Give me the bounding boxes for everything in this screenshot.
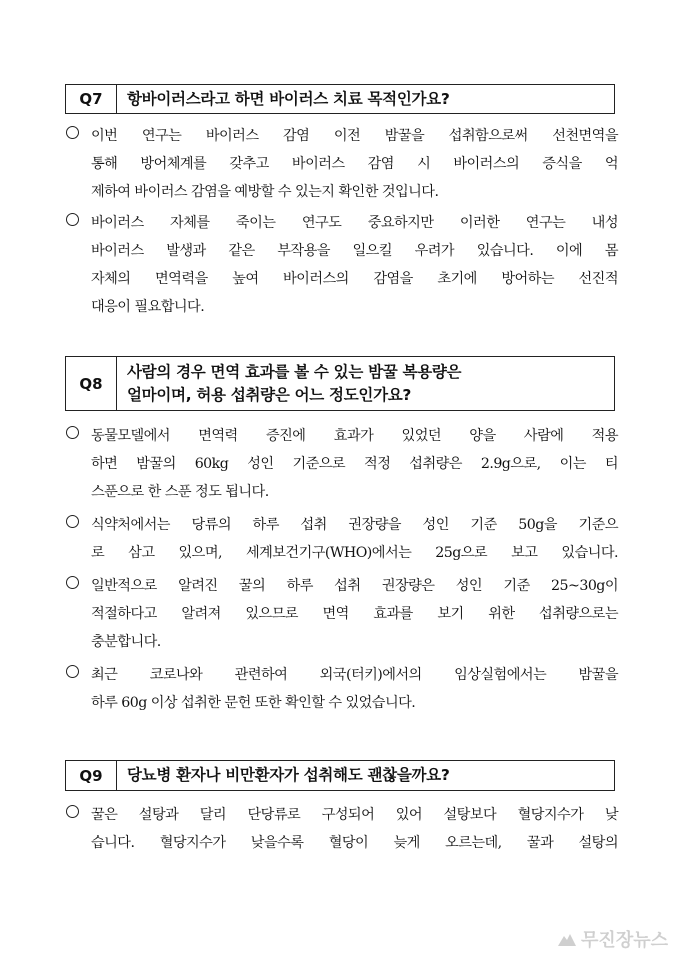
q7-number: Q7	[66, 85, 117, 113]
q8-bullet-2	[66, 514, 618, 570]
circle-bullet-icon	[66, 665, 79, 678]
circle-bullet-icon	[66, 213, 79, 226]
q7-header	[65, 84, 615, 114]
text-line: 최근 코로나와 관련하여 외국(터키)에서의 임상실험에서는 밤꿀을	[91, 667, 618, 683]
text-line: 하면 밤꿀의 60kg 성인 기준으로 적정 섭취량은 2.9g으로, 이는 티	[91, 456, 618, 472]
q9-bullet-1	[66, 804, 618, 860]
watermark-text: 무진장뉴스	[581, 930, 668, 951]
q8-bullet-1	[66, 425, 618, 509]
text-line: 식약처에서는 당류의 하루 섭취 권장량을 성인 기준 50g을 기준으	[91, 517, 618, 533]
q8-title-line-1: 사람의 경우 면역 효과를 볼 수 있는 밤꿀 복용량은	[127, 362, 462, 381]
q9-number: Q9	[66, 761, 117, 790]
circle-bullet-icon	[66, 576, 79, 589]
circle-bullet-icon	[66, 426, 79, 439]
circle-bullet-icon	[66, 126, 79, 139]
text-line: 동물모델에서 면역력 증진에 효과가 있었던 양을 사람에 적용	[91, 428, 618, 444]
circle-bullet-icon	[66, 515, 79, 528]
text-line: 스푼으로 한 스푼 정도 됩니다.	[91, 484, 269, 500]
text-line: 습니다. 혈당지수가 낮을수록 혈당이 늦게 오르는데, 꿀과 설탕의	[91, 835, 618, 851]
q7-bullet-1	[66, 125, 618, 209]
text-line: 제하여 바이러스 감염을 예방할 수 있는지 확인한 것입니다.	[91, 184, 439, 200]
q8-header	[65, 356, 615, 411]
text-line: 꿀은 설탕과 달리 단당류로 구성되어 있어 설탕보다 혈당지수가 낮	[91, 807, 618, 823]
q8-number: Q8	[66, 357, 117, 410]
q8-title-line-2: 얼마이며, 허용 섭취량은 어느 정도인가요?	[127, 385, 412, 404]
text-line: 일반적으로 알려진 꿀의 하루 섭취 권장량은 성인 기준 25~30g이	[91, 578, 618, 594]
text-line: 충분합니다.	[91, 634, 161, 650]
text-line: 바이러스 자체를 죽이는 연구도 중요하지만 이러한 연구는 내성	[91, 215, 618, 231]
text-line: 자체의 면역력을 높여 바이러스의 감염을 초기에 방어하는 선진적	[91, 271, 618, 287]
q7-title: 항바이러스라고 하면 바이러스 치료 목적인가요?	[127, 89, 450, 108]
q9-title: 당뇨병 환자나 비만환자가 섭취해도 괜찮을까요?	[127, 766, 450, 784]
text-line: 이번 연구는 바이러스 감염 이전 밤꿀을 섭취함으로써 선천면역을	[91, 128, 618, 144]
q8-title	[117, 357, 471, 410]
q8-bullet-3	[66, 575, 618, 659]
text-line: 대응이 필요합니다.	[91, 299, 205, 315]
watermark	[557, 926, 668, 952]
text-line: 통해 방어체계를 갖추고 바이러스 감염 시 바이러스의 증식을 억	[91, 156, 618, 172]
q7-bullet-2	[66, 212, 618, 324]
mountain-logo-icon	[557, 931, 577, 947]
text-line: 적절하다고 알려져 있으므로 면역 효과를 보기 위한 섭취량으로는	[91, 606, 618, 622]
circle-bullet-icon	[66, 805, 79, 818]
q8-bullet-4	[66, 664, 618, 720]
text-line: 바이러스 발생과 같은 부작용을 일으킬 우려가 있습니다. 이에 몸	[91, 243, 618, 259]
text-line: 로 삼고 있으며, 세계보건기구(WHO)에서는 25g으로 보고 있습니다.	[91, 545, 618, 561]
q9-header	[65, 760, 615, 791]
text-line: 하루 60g 이상 섭취한 문헌 또한 확인할 수 있었습니다.	[91, 695, 416, 711]
